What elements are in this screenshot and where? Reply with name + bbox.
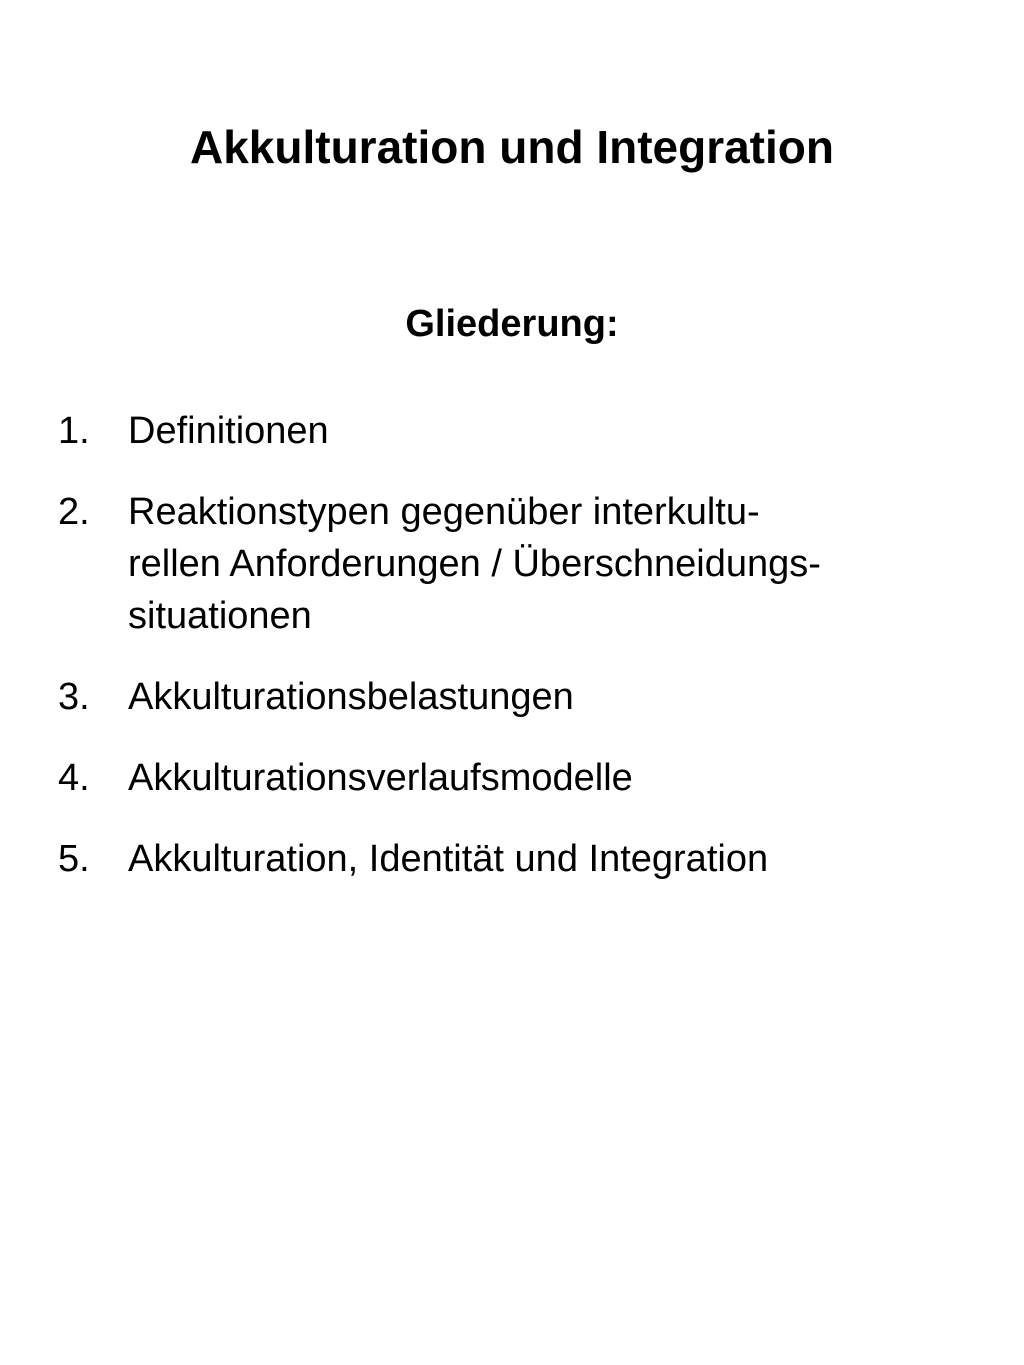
outline-item-number: 1. — [58, 410, 90, 452]
outline-item-number: 2. — [58, 491, 90, 533]
outline-item-number: 4. — [58, 757, 90, 799]
outline-item-number: 3. — [58, 676, 90, 718]
outline-item-3 — [0, 671, 1024, 723]
outline-item-text: Akkulturation, Identität und Integration — [128, 838, 769, 880]
outline-item-text: Akkulturationsverlaufsmodelle — [128, 757, 633, 799]
outline-item-text: Akkulturationsbelastungen — [128, 676, 574, 718]
outline-item-1 — [0, 405, 1024, 457]
outline-item-5 — [0, 833, 1024, 885]
outline-item-2 — [0, 486, 1024, 642]
slide-title: Akkulturation und Integration — [190, 121, 834, 173]
outline-heading: Gliederung: — [405, 303, 619, 345]
outline-item-text: Reaktionstypen gegenüber interkultu- rellen Anforderungen / Überschneidungs- situationen — [128, 491, 821, 637]
outline-list — [0, 405, 1024, 914]
outline-item-text: Definitionen — [128, 410, 329, 452]
outline-item-4 — [0, 752, 1024, 804]
outline-item-number: 5. — [58, 838, 90, 880]
